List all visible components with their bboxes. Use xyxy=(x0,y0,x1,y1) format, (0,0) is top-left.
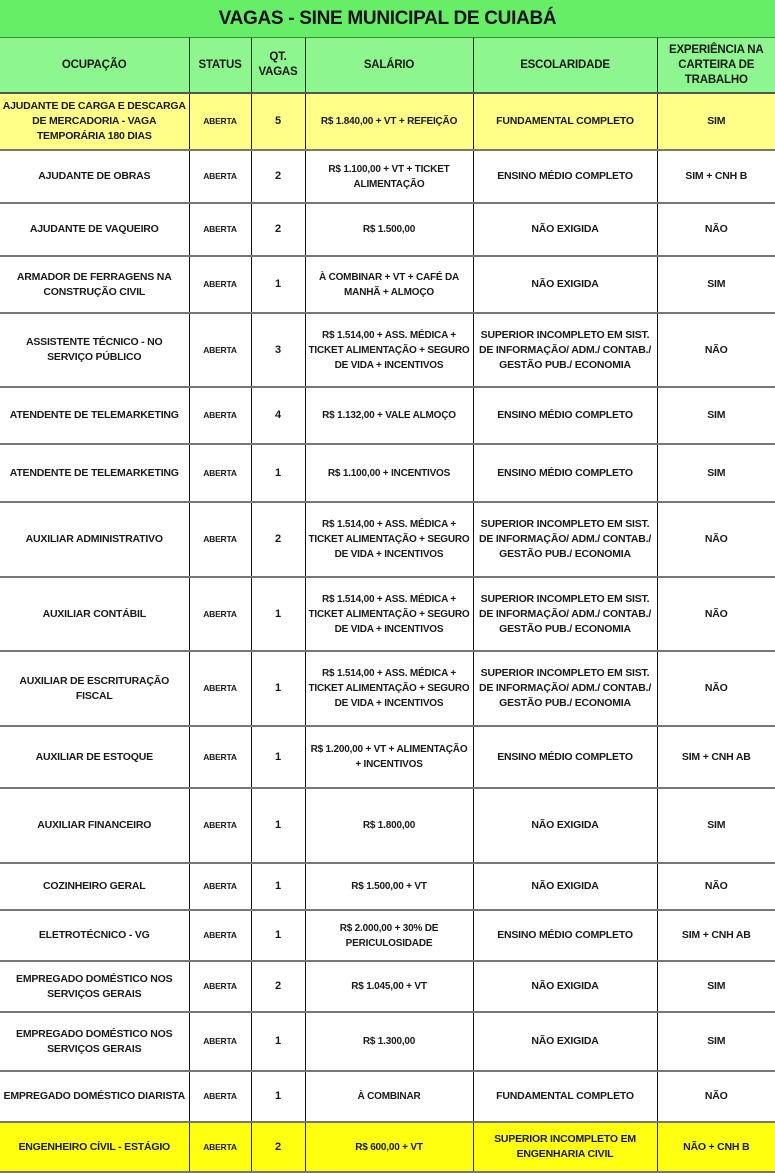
cell-qt-vagas: 1 xyxy=(251,1071,305,1122)
cell-ocupacao: EMPREGADO DOMÉSTICO NOS SERVIÇOS GERAIS xyxy=(0,1012,189,1071)
cell-escolaridade: NÃO EXIGIDA xyxy=(473,788,657,863)
table-row xyxy=(0,150,775,203)
cell-qt-vagas: 1 xyxy=(251,256,305,313)
cell-qt-vagas: 1 xyxy=(251,1012,305,1071)
cell-experiencia: NÃO xyxy=(657,577,775,651)
cell-escolaridade: NÃO EXIGIDA xyxy=(473,1012,657,1071)
column-header-escolaridade: ESCOLARIDADE xyxy=(473,38,657,93)
cell-escolaridade: NÃO EXIGIDA xyxy=(473,203,657,256)
table-row xyxy=(0,313,775,387)
cell-experiencia: NÃO xyxy=(657,863,775,910)
cell-experiencia: SIM xyxy=(657,961,775,1012)
cell-qt-vagas: 2 xyxy=(251,150,305,203)
cell-ocupacao: AUXILIAR ADMINISTRATIVO xyxy=(0,502,189,577)
cell-status: ABERTA xyxy=(189,313,251,387)
cell-ocupacao: AUXILIAR FINANCEIRO xyxy=(0,788,189,863)
cell-ocupacao: ELETROTÉCNICO - VG xyxy=(0,910,189,961)
cell-escolaridade: NÃO EXIGIDA xyxy=(473,863,657,910)
table-row xyxy=(0,93,775,150)
table-row xyxy=(0,961,775,1012)
cell-experiencia: SIM xyxy=(657,788,775,863)
cell-escolaridade: NÃO EXIGIDA xyxy=(473,256,657,313)
cell-experiencia: NÃO xyxy=(657,203,775,256)
table-row xyxy=(0,651,775,726)
cell-escolaridade: SUPERIOR INCOMPLETO EM SIST. DE INFORMAÇÃO/ ADM./ CONTAB./ GESTÃO PUB./ ECONOMIA xyxy=(473,577,657,651)
cell-status: ABERTA xyxy=(189,256,251,313)
column-header-experiencia: EXPERIÊNCIA NA CARTEIRA DE TRABALHO xyxy=(657,38,775,93)
cell-ocupacao: AJUDANTE DE CARGA E DESCARGA DE MERCADORIA - VAGA TEMPORÁRIA 180 DIAS xyxy=(0,93,189,150)
column-header-status: STATUS xyxy=(189,38,251,93)
table-row xyxy=(0,502,775,577)
cell-salario: R$ 1.132,00 + VALE ALMOÇO xyxy=(305,387,473,444)
cell-experiencia: SIM + CNH AB xyxy=(657,726,775,788)
cell-salario: R$ 1.514,00 + ASS. MÉDICA + TICKET ALIMENTAÇÃO + SEGURO DE VIDA + INCENTIVOS xyxy=(305,502,473,577)
table-row xyxy=(0,910,775,961)
cell-status: ABERTA xyxy=(189,502,251,577)
cell-experiencia: SIM xyxy=(657,256,775,313)
cell-ocupacao: AJUDANTE DE VAQUEIRO xyxy=(0,203,189,256)
cell-status: ABERTA xyxy=(189,726,251,788)
cell-salario: R$ 1.500,00 + VT xyxy=(305,863,473,910)
column-header-ocupacao: OCUPAÇÃO xyxy=(0,38,189,93)
cell-qt-vagas: 1 xyxy=(251,444,305,502)
cell-qt-vagas: 3 xyxy=(251,313,305,387)
cell-status: ABERTA xyxy=(189,577,251,651)
cell-status: ABERTA xyxy=(189,910,251,961)
cell-escolaridade: ENSINO MÉDIO COMPLETO xyxy=(473,150,657,203)
cell-salario: R$ 1.840,00 + VT + REFEIÇÃO xyxy=(305,93,473,150)
cell-experiencia: NÃO xyxy=(657,502,775,577)
cell-experiencia: NÃO + CNH B xyxy=(657,1122,775,1172)
cell-escolaridade: FUNDAMENTAL COMPLETO xyxy=(473,1071,657,1122)
cell-status: ABERTA xyxy=(189,1122,251,1172)
cell-experiencia: SIM xyxy=(657,444,775,502)
cell-status: ABERTA xyxy=(189,1012,251,1071)
cell-qt-vagas: 1 xyxy=(251,788,305,863)
cell-ocupacao: ARMADOR DE FERRAGENS NA CONSTRUÇÃO CIVIL xyxy=(0,256,189,313)
cell-qt-vagas: 2 xyxy=(251,1122,305,1172)
table-row xyxy=(0,1122,775,1172)
cell-salario: R$ 1.045,00 + VT xyxy=(305,961,473,1012)
cell-qt-vagas: 2 xyxy=(251,203,305,256)
cell-escolaridade: ENSINO MÉDIO COMPLETO xyxy=(473,910,657,961)
page-title: VAGAS - SINE MUNICIPAL DE CUIABÁ xyxy=(0,0,775,38)
table-row xyxy=(0,863,775,910)
cell-experiencia: SIM + CNH B xyxy=(657,150,775,203)
cell-qt-vagas: 1 xyxy=(251,863,305,910)
cell-qt-vagas: 2 xyxy=(251,961,305,1012)
cell-ocupacao: ATENDENTE DE TELEMARKETING xyxy=(0,387,189,444)
cell-qt-vagas: 1 xyxy=(251,910,305,961)
cell-qt-vagas: 1 xyxy=(251,577,305,651)
cell-escolaridade: ENSINO MÉDIO COMPLETO xyxy=(473,444,657,502)
cell-salario: R$ 1.800,00 xyxy=(305,788,473,863)
cell-salario: À COMBINAR xyxy=(305,1071,473,1122)
table-row xyxy=(0,1071,775,1122)
cell-status: ABERTA xyxy=(189,387,251,444)
cell-salario: R$ 1.514,00 + ASS. MÉDICA + TICKET ALIMENTAÇÃO + SEGURO DE VIDA + INCENTIVOS xyxy=(305,313,473,387)
cell-ocupacao: EMPREGADO DOMÉSTICO NOS SERVIÇOS GERAIS xyxy=(0,961,189,1012)
cell-salario: R$ 1.100,00 + INCENTIVOS xyxy=(305,444,473,502)
cell-escolaridade: ENSINO MÉDIO COMPLETO xyxy=(473,726,657,788)
cell-ocupacao: AUXILIAR DE ESCRITURAÇÃO FISCAL xyxy=(0,651,189,726)
cell-escolaridade: ENSINO MÉDIO COMPLETO xyxy=(473,387,657,444)
cell-ocupacao: ATENDENTE DE TELEMARKETING xyxy=(0,444,189,502)
table-row xyxy=(0,788,775,863)
cell-escolaridade: SUPERIOR INCOMPLETO EM ENGENHARIA CIVIL xyxy=(473,1122,657,1172)
cell-salario: R$ 1.500,00 xyxy=(305,203,473,256)
cell-salario: R$ 1.200,00 + VT + ALIMENTAÇÃO + INCENTIVOS xyxy=(305,726,473,788)
column-header-salario: SALÁRIO xyxy=(305,38,473,93)
cell-experiencia: NÃO xyxy=(657,313,775,387)
cell-status: ABERTA xyxy=(189,863,251,910)
cell-escolaridade: SUPERIOR INCOMPLETO EM SIST. DE INFORMAÇÃO/ ADM./ CONTAB./ GESTÃO PUB./ ECONOMIA xyxy=(473,313,657,387)
cell-ocupacao: ENGENHEIRO CÍVIL - ESTÁGIO xyxy=(0,1122,189,1172)
table-row xyxy=(0,444,775,502)
cell-salario: R$ 600,00 + VT xyxy=(305,1122,473,1172)
cell-qt-vagas: 4 xyxy=(251,387,305,444)
cell-salario: À COMBINAR + VT + CAFÉ DA MANHÃ + ALMOÇO xyxy=(305,256,473,313)
cell-status: ABERTA xyxy=(189,150,251,203)
cell-status: ABERTA xyxy=(189,203,251,256)
cell-escolaridade: NÃO EXIGIDA xyxy=(473,961,657,1012)
cell-status: ABERTA xyxy=(189,444,251,502)
cell-escolaridade: FUNDAMENTAL COMPLETO xyxy=(473,93,657,150)
table-row xyxy=(0,1012,775,1071)
cell-experiencia: SIM xyxy=(657,387,775,444)
cell-ocupacao: AJUDANTE DE OBRAS xyxy=(0,150,189,203)
cell-experiencia: SIM + CNH AB xyxy=(657,910,775,961)
table-row xyxy=(0,256,775,313)
cell-experiencia: NÃO xyxy=(657,651,775,726)
cell-status: ABERTA xyxy=(189,651,251,726)
table-header-row xyxy=(0,38,775,93)
cell-status: ABERTA xyxy=(189,788,251,863)
cell-experiencia: SIM xyxy=(657,93,775,150)
cell-qt-vagas: 5 xyxy=(251,93,305,150)
cell-salario: R$ 1.514,00 + ASS. MÉDICA + TICKET ALIMENTAÇÃO + SEGURO DE VIDA + INCENTIVOS xyxy=(305,651,473,726)
cell-experiencia: NÃO xyxy=(657,1071,775,1122)
cell-qt-vagas: 2 xyxy=(251,502,305,577)
cell-ocupacao: EMPREGADO DOMÉSTICO DIARISTA xyxy=(0,1071,189,1122)
cell-escolaridade: SUPERIOR INCOMPLETO EM SIST. DE INFORMAÇÃO/ ADM./ CONTAB./ GESTÃO PUB./ ECONOMIA xyxy=(473,502,657,577)
cell-salario: R$ 1.300,00 xyxy=(305,1012,473,1071)
cell-ocupacao: AUXILIAR DE ESTOQUE xyxy=(0,726,189,788)
cell-status: ABERTA xyxy=(189,961,251,1012)
cell-status: ABERTA xyxy=(189,1071,251,1122)
table-row xyxy=(0,387,775,444)
column-header-qt-vagas: QT. VAGAS xyxy=(251,38,305,93)
cell-salario: R$ 2.000,00 + 30% DE PERICULOSIDADE xyxy=(305,910,473,961)
cell-ocupacao: AUXILIAR CONTÁBIL xyxy=(0,577,189,651)
table-row xyxy=(0,726,775,788)
jobs-table xyxy=(0,38,775,1173)
table-row xyxy=(0,577,775,651)
cell-escolaridade: SUPERIOR INCOMPLETO EM SIST. DE INFORMAÇÃO/ ADM./ CONTAB./ GESTÃO PUB./ ECONOMIA xyxy=(473,651,657,726)
cell-salario: R$ 1.514,00 + ASS. MÉDICA + TICKET ALIMENTAÇÃO + SEGURO DE VIDA + INCENTIVOS xyxy=(305,577,473,651)
cell-status: ABERTA xyxy=(189,93,251,150)
cell-salario: R$ 1.100,00 + VT + TICKET ALIMENTAÇÃO xyxy=(305,150,473,203)
cell-ocupacao: ASSISTENTE TÉCNICO - NO SERVIÇO PÚBLICO xyxy=(0,313,189,387)
table-row xyxy=(0,203,775,256)
cell-ocupacao: COZINHEIRO GERAL xyxy=(0,863,189,910)
cell-experiencia: SIM xyxy=(657,1012,775,1071)
cell-qt-vagas: 1 xyxy=(251,651,305,726)
cell-qt-vagas: 1 xyxy=(251,726,305,788)
